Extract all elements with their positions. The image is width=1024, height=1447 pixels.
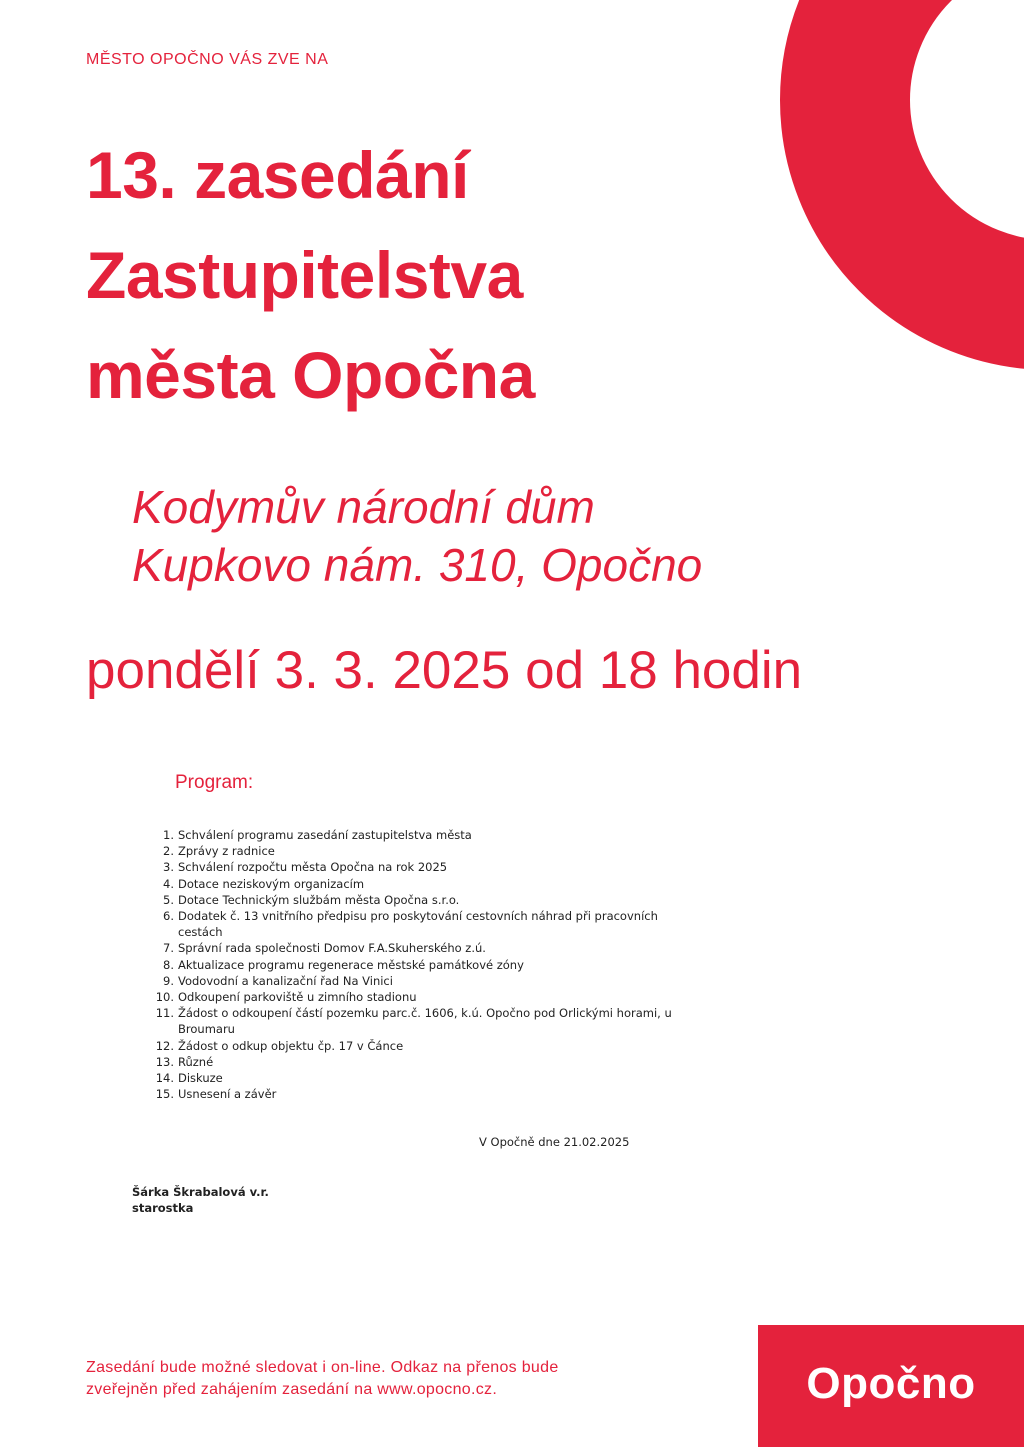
- agenda-item: [140, 1070, 700, 1086]
- agenda-item-text: Schválení rozpočtu města Opočna na rok 2025: [178, 860, 448, 875]
- agenda-item-text: Vodovodní a kanalizační řad Na Vinici: [178, 973, 393, 988]
- agenda-item-number: 3.: [163, 860, 174, 875]
- agenda-item-text: Správní rada společnosti Domov F.A.Skuherského z.ú.: [178, 941, 486, 956]
- footer-note-line-2: zveřejněn před zahájením zasedání na www.opocno.cz.: [86, 1381, 498, 1398]
- agenda-item-number: 5.: [163, 892, 174, 907]
- signer-role: starostka: [132, 1201, 194, 1215]
- agenda-item: [140, 1038, 700, 1054]
- agenda-item-text: Dotace Technickým službám města Opočna s.r.o.: [178, 892, 460, 907]
- agenda-item-text: Žádost o odkup objektu čp. 17 v Čánce: [178, 1038, 404, 1053]
- agenda-item-number: 2.: [163, 844, 174, 859]
- agenda-item-number: 13.: [155, 1054, 174, 1069]
- brand-logo: Opočno: [806, 1359, 976, 1408]
- arc-shape: [845, 0, 1024, 305]
- agenda-item-text: Různé: [178, 1054, 214, 1069]
- agenda-item-text: Zprávy z radnice: [178, 844, 275, 859]
- agenda-item-number: 1.: [163, 828, 174, 842]
- agenda-item-number: 4.: [163, 876, 174, 891]
- agenda-item: [140, 892, 700, 908]
- agenda-item: [140, 876, 700, 892]
- page-title: [86, 125, 535, 425]
- agenda-item-number: 14.: [155, 1071, 174, 1086]
- title-line-2: Zastupitelstva: [86, 238, 523, 312]
- agenda-item-number: 10.: [155, 990, 174, 1005]
- agenda-item: [140, 1005, 700, 1037]
- agenda-item-number: 9.: [163, 973, 174, 988]
- agenda-item-text: Aktualizace programu regenerace městské památkové zóny: [178, 957, 524, 972]
- online-stream-note: [86, 1357, 559, 1401]
- agenda-item: [140, 843, 700, 859]
- title-line-3: města Opočna: [86, 338, 535, 412]
- agenda-item: [140, 859, 700, 875]
- signature-block: [132, 1184, 269, 1216]
- agenda-item: [140, 1086, 700, 1102]
- agenda-item-number: 8.: [163, 957, 174, 972]
- agenda-item: [140, 957, 700, 973]
- signer-name: Šárka Škrabalová v.r.: [132, 1185, 269, 1199]
- agenda-item-text: Diskuze: [178, 1071, 223, 1086]
- agenda-item-text: Žádost o odkoupení částí pozemku parc.č. 1606, k.ú. Opočno pod Orlickými horami, u Broumaru: [178, 1006, 672, 1037]
- agenda-item-text: Schválení programu zasedání zastupitelstva města: [178, 828, 472, 842]
- agenda-item: [140, 989, 700, 1005]
- agenda-item: [140, 908, 700, 940]
- brand-logo-box: [758, 1325, 1024, 1447]
- invitation-kicker: MĚSTO OPOČNO VÁS ZVE NA: [86, 51, 329, 68]
- agenda-item: [140, 973, 700, 989]
- program-heading: Program:: [175, 772, 254, 793]
- place-and-date: V Opočně dne 21.02.2025: [479, 1135, 630, 1149]
- agenda-item-number: 12.: [155, 1038, 174, 1053]
- agenda-item: [140, 1054, 700, 1070]
- agenda-item-number: 15.: [155, 1087, 174, 1102]
- meeting-date: pondělí 3. 3. 2025 od 18 hodin: [86, 641, 803, 700]
- footer-note-line-1: Zasedání bude možné sledovat i on-line. Odkaz na přenos bude: [86, 1359, 559, 1376]
- agenda-item-text: Odkoupení parkoviště u zimního stadionu: [178, 990, 417, 1005]
- agenda-list: [140, 827, 700, 1102]
- agenda-item-text: Usnesení a závěr: [178, 1087, 277, 1102]
- agenda-item-text: Dotace neziskovým organizacím: [178, 876, 365, 891]
- venue-name: Kodymův národní dům: [132, 481, 595, 533]
- agenda-item-number: 11.: [155, 1006, 174, 1021]
- agenda-item: [140, 827, 700, 843]
- title-line-1: 13. zasedání: [86, 138, 469, 212]
- agenda-item-text: Dodatek č. 13 vnitřního předpisu pro poskytování cestovních náhrad při pracovních cestách: [178, 909, 658, 940]
- agenda-item-number: 7.: [163, 941, 174, 956]
- venue-address: Kupkovo nám. 310, Opočno: [132, 539, 703, 591]
- venue: [132, 478, 702, 594]
- agenda-item-number: 6.: [163, 909, 174, 924]
- agenda-item: [140, 940, 700, 956]
